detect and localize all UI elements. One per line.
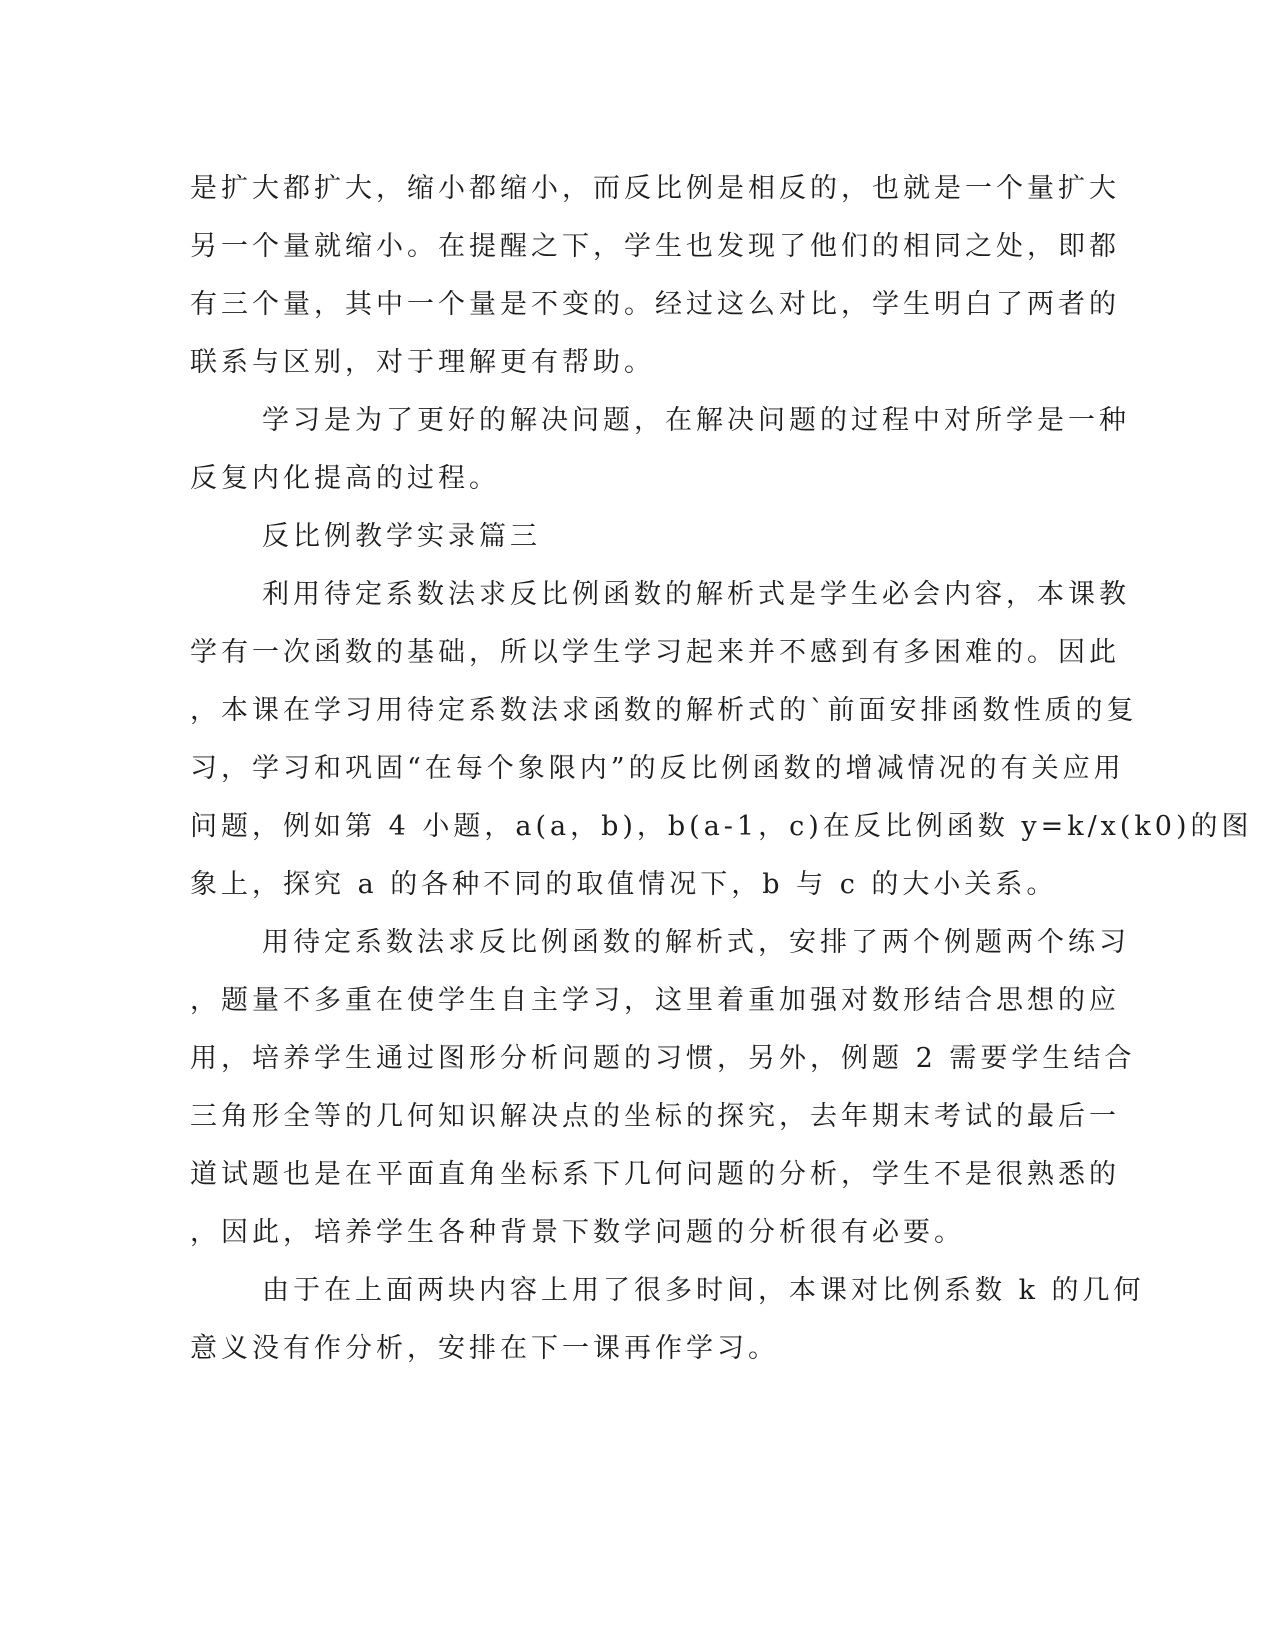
paragraph	[190, 566, 1253, 914]
paragraph	[190, 160, 1120, 392]
text-line: 反复内化提高的过程。	[190, 463, 500, 494]
text-line: 三角形全等的几何知识解决点的坐标的探究，去年期末考试的最后一	[190, 1101, 1120, 1132]
text-line: 是扩大都扩大，缩小都缩小，而反比例是相反的，也就是一个量扩大	[190, 173, 1120, 204]
text-line: ，本课在学习用待定系数法求函数的解析式的`前面安排函数性质的复	[190, 695, 1138, 726]
text-line: 另一个量就缩小。在提醒之下，学生也发现了他们的相同之处，即都	[190, 231, 1120, 262]
text-line: 意义没有作分析，安排在下一课再作学习。	[190, 1333, 779, 1364]
text-line: 象上，探究 a 的各种不同的取值情况下，b 与 c 的大小关系。	[190, 869, 1058, 900]
section-heading	[190, 508, 1080, 566]
heading-line: 反比例教学实录篇三	[262, 521, 541, 552]
text-line: 道试题也是在平面直角坐标系下几何问题的分析，学生不是很熟悉的	[190, 1159, 1120, 1190]
paragraph	[190, 914, 1136, 1262]
paragraph	[190, 392, 1130, 508]
text-line: 问题，例如第 4 小题，a(a，b)，b(a-1，c)在反比例函数 y=k/x(k0)的图	[190, 811, 1253, 842]
text-line: ，因此，培养学生各种背景下数学问题的分析很有必要。	[190, 1217, 965, 1248]
text-line: 由于在上面两块内容上用了很多时间，本课对比例系数 k 的几何	[262, 1275, 1145, 1306]
text-line: 利用待定系数法求反比例函数的解析式是学生必会内容，本课教	[262, 579, 1130, 610]
text-line: 联系与区别，对于理解更有帮助。	[190, 347, 655, 378]
document-body	[190, 160, 1253, 1378]
text-line: 学有一次函数的基础，所以学生学习起来并不感到有多困难的。因此	[190, 637, 1120, 668]
text-line: ，题量不多重在使学生自主学习，这里着重加强对数形结合思想的应	[190, 985, 1120, 1016]
text-line: 学习是为了更好的解决问题，在解决问题的过程中对所学是一种	[262, 405, 1130, 436]
text-line: 习，学习和巩固“在每个象限内”的反比例函数的增减情况的有关应用	[190, 753, 1125, 784]
text-line: 用待定系数法求反比例函数的解析式，安排了两个例题两个练习	[262, 927, 1130, 958]
paragraph	[190, 1262, 1145, 1378]
text-line: 用，培养学生通过图形分析问题的习惯，另外，例题 2 需要学生结合	[190, 1043, 1136, 1074]
text-line: 有三个量，其中一个量是不变的。经过这么对比，学生明白了两者的	[190, 289, 1120, 320]
